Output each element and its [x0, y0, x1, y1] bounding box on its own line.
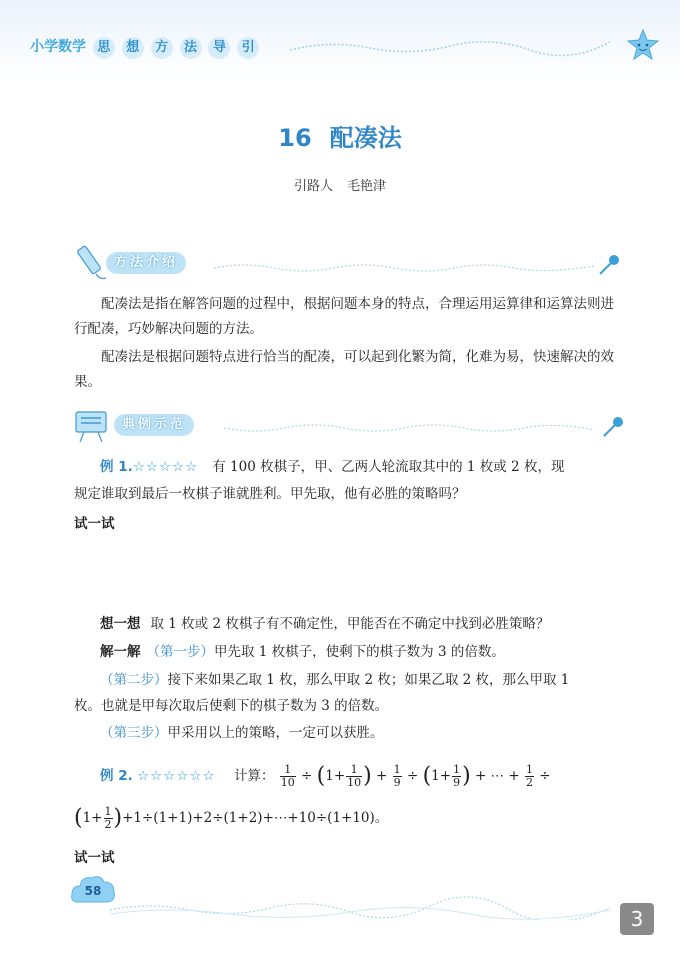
footer-wave-decoration — [110, 896, 610, 920]
close-paren: ) — [462, 763, 471, 789]
series-char: 想 — [122, 37, 144, 59]
expr-text: +1÷(1+1)+2÷(1+2)+⋯+10÷(1+10)。 — [122, 810, 389, 826]
expr-text: 1+ — [82, 810, 103, 826]
series-subtitle — [91, 39, 259, 55]
numerator: 1 — [525, 763, 533, 776]
step-2-line-cont: 枚。也就是甲每次取后使剩下的棋子数为 3 的倍数。 — [74, 698, 389, 714]
difficulty-stars: ☆☆☆☆☆ — [132, 459, 199, 475]
section-badge-intro: 方法介绍 — [106, 252, 186, 274]
chapter-number: 16 — [278, 124, 312, 152]
series-title — [30, 36, 259, 59]
series-char: 思 — [93, 37, 115, 59]
example-2-label: 例 2. — [100, 768, 133, 784]
board-icon — [74, 408, 110, 444]
header-wave-decoration — [290, 30, 610, 60]
try-it-label: 试一试 — [74, 516, 115, 532]
section-header-intro — [74, 244, 634, 284]
open-paren: ( — [316, 763, 326, 789]
numerator: 1 — [104, 805, 112, 818]
intro-paragraph-2: 配凑法是根据问题特点进行恰当的配凑，可以起到化繁为简，化难为易，快速解决的效果。 — [74, 349, 614, 390]
solve-label: 解一解 — [100, 644, 141, 660]
denominator: 10 — [280, 776, 295, 789]
step-1-label: （第一步） — [146, 644, 214, 660]
author-role: 引路人 — [293, 179, 333, 194]
operator: ÷ — [539, 768, 551, 784]
calc-label: 计算： — [233, 768, 275, 784]
close-paren: ) — [363, 763, 372, 789]
operator: ÷ — [406, 768, 419, 784]
author-line — [0, 175, 680, 194]
numerator: 1 — [346, 764, 362, 777]
section-header-examples — [74, 406, 634, 446]
step-2-label: （第二步） — [100, 672, 168, 688]
expr-text: 1+ — [325, 768, 346, 784]
example-2-line-2 — [74, 800, 634, 836]
example-1-line-1 — [74, 455, 634, 475]
corner-number: 3 — [620, 903, 654, 935]
series-char: 引 — [237, 37, 259, 59]
example-1-label: 例 1. — [100, 459, 133, 475]
think-label: 想一想 — [100, 616, 141, 632]
think-text: 取 1 枚或 2 枚棋子有不确定性，甲能否在不确定中找到必胜策略？ — [150, 616, 550, 632]
example-2-line-1 — [74, 758, 634, 794]
fraction — [452, 764, 461, 789]
series-char: 导 — [208, 37, 230, 59]
operator: + ⋯ + — [474, 768, 520, 784]
denominator: 10 — [347, 776, 362, 789]
section-wave-decoration — [214, 258, 594, 274]
operator: + — [376, 768, 388, 784]
solve-line — [74, 640, 634, 660]
numerator: 1 — [280, 764, 296, 777]
author-name: 毛艳津 — [347, 179, 387, 194]
chapter-title — [0, 118, 680, 153]
pushpin-icon — [596, 252, 622, 278]
star-icon — [626, 28, 660, 62]
series-char: 方 — [151, 37, 173, 59]
step-3-label: （第三步） — [100, 725, 168, 741]
example-1-line-2: 规定谁取到最后一枚棋子谁就胜利。甲先取，他有必胜的策略吗？ — [74, 486, 466, 502]
denominator: 2 — [525, 776, 533, 789]
denominator: 2 — [104, 818, 112, 831]
step-2-line — [74, 668, 634, 688]
pencil-icon — [74, 244, 110, 284]
open-paren: ( — [74, 805, 83, 831]
fraction — [280, 764, 296, 789]
step-2-text: 接下来如果乙取 1 枚，那么甲取 2 枚；如果乙取 2 枚，那么甲取 1 — [167, 672, 570, 688]
fraction — [104, 806, 113, 831]
close-paren: ) — [113, 805, 123, 831]
operator: ÷ — [301, 768, 313, 784]
series-prefix: 小学数学 — [30, 39, 86, 55]
numerator: 1 — [393, 763, 401, 776]
section-wave-decoration — [224, 420, 594, 436]
section-badge-examples: 典例示范 — [114, 414, 194, 436]
expr-text: 1+ — [431, 768, 452, 784]
example-1-text: 有 100 枚棋子，甲、乙两人轮流取其中的 1 枚或 2 枚，现 — [212, 459, 565, 475]
step-3-line — [74, 721, 634, 741]
series-char: 法 — [180, 37, 202, 59]
fraction — [525, 764, 534, 789]
open-paren: ( — [422, 763, 432, 789]
step-3-text: 甲采用以上的策略，一定可以获胜。 — [167, 725, 384, 741]
pushpin-icon — [600, 414, 626, 440]
fraction — [346, 764, 362, 789]
intro-paragraph-1: 配凑法是指在解答问题的过程中，根据问题本身的特点，合理运用运算律和运算法则进行配凑，巧妙解决问题的方法。 — [74, 296, 614, 337]
denominator: 9 — [393, 776, 401, 789]
denominator: 9 — [453, 776, 461, 789]
fraction — [393, 764, 402, 789]
think-line — [74, 612, 634, 632]
step-1-text: 甲先取 1 枚棋子，使剩下的棋子数为 3 的倍数。 — [214, 644, 505, 660]
try-it-label: 试一试 — [74, 850, 115, 866]
chapter-name: 配凑法 — [329, 124, 402, 152]
numerator: 1 — [453, 763, 461, 776]
page-number: 58 — [84, 884, 102, 898]
difficulty-stars: ☆☆☆☆☆☆ — [137, 768, 216, 784]
